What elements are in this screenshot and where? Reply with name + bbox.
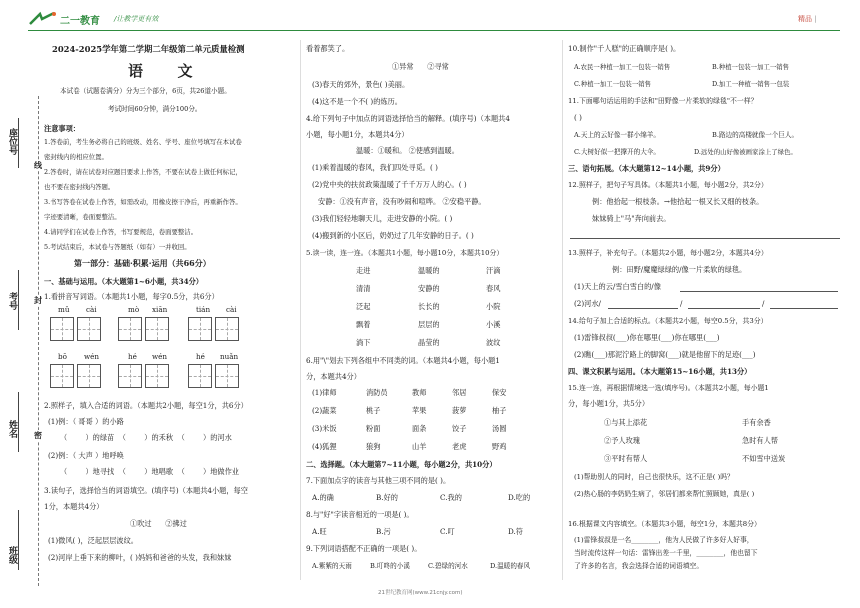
pinyin-7: bō bbox=[58, 352, 67, 361]
char-box[interactable] bbox=[50, 317, 74, 341]
mid-line-3: (4)这不是一个不( )的炼历。 bbox=[312, 97, 402, 106]
subject-title: 语 文 bbox=[128, 62, 201, 80]
q6-r2-c3[interactable]: 菠萝 bbox=[452, 406, 467, 415]
pinyin-4: xiān bbox=[152, 305, 168, 314]
q16-1-line-a: (1)雷锋叔叔是一名________，他为人民做了许多好人好事， bbox=[574, 536, 754, 544]
q5-text: 5.读一读，连一连。（本题共1小题，每小题10分，本题共10分） bbox=[306, 249, 504, 257]
exam-no-line bbox=[18, 270, 19, 330]
q4-3: (3)我们轻轻地聊天儿，走进安静的小院。( ) bbox=[312, 214, 453, 223]
char-box[interactable] bbox=[145, 317, 169, 341]
pinyin-11: hé bbox=[196, 352, 205, 361]
name-label: 姓名 bbox=[7, 420, 17, 438]
q10-opt-b[interactable]: B.种植一包装一加工一销售 bbox=[712, 63, 790, 71]
q8-opt-c[interactable]: C.叮 bbox=[440, 527, 455, 536]
section1-heading: 一、基础与运用。（本大题第1~6小题，共34分） bbox=[44, 277, 203, 286]
char-box[interactable] bbox=[118, 317, 142, 341]
q1-text: 1.看拼音写词语。（本题共1小题，每字0.5分，共6分） bbox=[44, 292, 219, 301]
q8-opt-d[interactable]: D.符 bbox=[508, 527, 523, 536]
q4-2: (2)党中央的扶贫政策温暖了千千万万人的心。( ) bbox=[312, 180, 467, 189]
char-box[interactable] bbox=[77, 317, 101, 341]
note-6: 字迹要清晰，卷面要整洁。 bbox=[44, 213, 121, 221]
q9-opt-b[interactable]: B.叮咚的小溪 bbox=[370, 562, 410, 570]
q15-left-0[interactable]: ①与其上添花 bbox=[604, 418, 648, 427]
q6-r2-c1[interactable]: 桃子 bbox=[366, 406, 381, 415]
logo-text: 二一教育 bbox=[60, 15, 100, 27]
q15-right-0[interactable]: 手有余香 bbox=[742, 418, 771, 427]
header-rule bbox=[28, 30, 840, 31]
slogan: /让教学更有效 bbox=[114, 15, 159, 23]
q9-opt-d[interactable]: D.温暖的春风 bbox=[490, 562, 531, 570]
q5-col1-4[interactable]: 淌下 bbox=[356, 338, 371, 347]
q6-text-2: 分，本题共4分） bbox=[306, 372, 361, 381]
q5-col2-2[interactable]: 长长的 bbox=[418, 302, 440, 311]
q11-opt-b[interactable]: B.路边的高楼就像一个巨人。 bbox=[712, 131, 799, 139]
q6-r4-c1[interactable]: 狼狗 bbox=[366, 442, 381, 451]
q13-1-line[interactable] bbox=[680, 291, 838, 292]
column-divider-2 bbox=[562, 40, 563, 580]
note-1: 1.答卷前，考生务必将自己的班级、姓名、学号、座位号填写在本试卷 bbox=[44, 138, 242, 146]
q2-1-blanks: （ ）的绿苗 （ ）的禾秋 （ ）的河水 bbox=[60, 433, 232, 442]
q13-2-line-1[interactable] bbox=[608, 308, 678, 309]
q5-col2-4[interactable]: 晶莹的 bbox=[418, 338, 440, 347]
q15-2: (2)热心肠的李奶奶生病了，邻居们都来帮忙照顾她，真是( ) bbox=[574, 490, 755, 498]
q6-r3-c3[interactable]: 饺子 bbox=[452, 424, 467, 433]
exam-info-1: 本试卷（试题卷满分）分为三个部分，6页，共26道小题。 bbox=[60, 87, 231, 95]
q6-r1-c0: (1)律师 bbox=[312, 388, 337, 397]
mid-options: ①异常 ②寻常 bbox=[392, 62, 449, 71]
class-label: 班级 bbox=[7, 546, 17, 564]
q14-2[interactable]: (2)瞧(___)那泥泞路上的脚窝(___)就是他留下的足迹(___) bbox=[574, 350, 756, 359]
q16-1-line-b: 当时流传这样一句话：雷锋出差一千里，________，他也留下 bbox=[574, 549, 758, 557]
seal-char-1: 线 bbox=[34, 160, 42, 170]
q6-r3-c0: (3)米饭 bbox=[312, 424, 337, 433]
q12-example: 例：他拾起一根枝条。→他拾起一根又长又细的枝条。 bbox=[592, 197, 764, 206]
q7-opt-a[interactable]: A.的确 bbox=[312, 493, 334, 502]
q15-right-1[interactable]: 急时有人帮 bbox=[742, 436, 778, 445]
q5-col3-3[interactable]: 小溪 bbox=[486, 320, 501, 329]
q8-opt-b[interactable]: B.污 bbox=[376, 527, 391, 536]
name-line bbox=[18, 392, 19, 452]
q8-text: 8.与"好"字读音相近的一项是( )。 bbox=[306, 510, 414, 519]
seat-no-line bbox=[18, 118, 19, 168]
seal-char-3: 密 bbox=[34, 430, 42, 440]
q5-col1-0[interactable]: 走进 bbox=[356, 266, 371, 275]
note-4: 也不要在密封线内答题。 bbox=[44, 183, 115, 191]
q5-col1-3[interactable]: 飘着 bbox=[356, 320, 371, 329]
exam-title: 2024-2025学年第二学期二年级第二单元质量检测 bbox=[52, 44, 245, 54]
q2-2-blanks: （ ）地寻找 （ ）地唱歌 （ ）地做作业 bbox=[60, 467, 239, 476]
pinyin-9: hé bbox=[128, 352, 137, 361]
q2-text: 2.照样子，填入合适的词语。（本题共2小题，每空1分，共6分） bbox=[44, 401, 248, 410]
q12-question: 妹妹骑上"马"奔向前去。 bbox=[592, 214, 671, 223]
q3-text-2: 1分，本题共4分） bbox=[44, 502, 104, 511]
q13-2-line-3[interactable] bbox=[770, 308, 838, 309]
q4-text: 4.给下列句子中加点的词语选择恰当的解释。(填序号)（本题共4 bbox=[306, 114, 510, 123]
section2-heading: 二、选择题。（本大题第7~11小题，每小题2分，共10分） bbox=[306, 460, 497, 469]
q2-2-example: (2)例：（ 大声 ）地呼唤 bbox=[48, 451, 124, 460]
q11-opt-a[interactable]: A.天上的云好像一群小绵羊。 bbox=[574, 131, 660, 139]
char-box[interactable] bbox=[118, 364, 142, 388]
q15-text: 15.连一连，再根据情境选一选(填序号)。（本题共2小题，每小题1 bbox=[568, 384, 769, 392]
q15-text-2: 分，每小题1分，共5分） bbox=[568, 399, 650, 408]
note-3: 2.答卷时，请在试卷对应题目要求上作答，不要在试卷上做任何标记， bbox=[44, 168, 242, 176]
note-8: 5.考试结束后，本试卷与答题纸（如有）一并收回。 bbox=[44, 243, 191, 251]
footer-source: 21世纪教育网(www.21cnjy.com) bbox=[378, 590, 463, 596]
note-7: 4.请同学们在试卷上作答，书写要规范，卷面要整洁。 bbox=[44, 228, 198, 236]
q6-r2-c4[interactable]: 柚子 bbox=[492, 406, 507, 415]
note-5: 3.书写答卷在试卷上作答，如需改动，用橡皮擦干净后，再重新作答。 bbox=[44, 198, 242, 206]
char-box[interactable] bbox=[215, 364, 239, 388]
q13-2-line-2[interactable] bbox=[688, 308, 760, 309]
q4-options: 温暖：①暖和。 ②使感到温暖。 bbox=[356, 146, 459, 155]
q12-text: 12.照样子，把句子写具体。（本题共1小题，每小题2分，共2分） bbox=[568, 181, 768, 189]
mid-line-2: (3)春天的郊外，景色( )美丽。 bbox=[312, 80, 410, 89]
q13-2-slash-2: / bbox=[762, 299, 765, 308]
q5-col2-0[interactable]: 温暖的 bbox=[418, 266, 440, 275]
pinyin-8: wén bbox=[84, 352, 100, 361]
q10-opt-d[interactable]: D.加工一种植一销售一包装 bbox=[712, 80, 790, 88]
q15-left-1[interactable]: ②予人玫瑰 bbox=[604, 436, 640, 445]
section4-heading: 四、课文积累与运用。（本大题第15~16小题，共13分） bbox=[568, 367, 752, 376]
class-line bbox=[18, 510, 19, 570]
q7-opt-d[interactable]: D.吃的 bbox=[508, 493, 531, 502]
q14-1[interactable]: (1)雷锋叔叔(___)你在哪里(___)你在哪里(___) bbox=[574, 333, 720, 342]
q11-opt-d[interactable]: D.远处的山好像被画家涂上了绿色。 bbox=[694, 148, 797, 156]
q6-r1-c1[interactable]: 消防员 bbox=[366, 388, 388, 397]
notes-heading: 注意事项： bbox=[44, 124, 80, 133]
char-box[interactable] bbox=[215, 317, 239, 341]
q3-1: (1)微风( )，泛起层层波纹。 bbox=[48, 536, 138, 545]
q5-col3-0[interactable]: 汗滴 bbox=[486, 266, 501, 275]
q4-1: (1)乘着温暖的春风，我们四处寻觅。( ) bbox=[312, 163, 438, 172]
q6-r1-c4[interactable]: 保安 bbox=[492, 388, 507, 397]
q7-opt-c[interactable]: C.我的 bbox=[440, 493, 462, 502]
q8-opt-a[interactable]: A.旺 bbox=[312, 527, 327, 536]
char-box[interactable] bbox=[77, 364, 101, 388]
q6-r1-c2[interactable]: 教师 bbox=[412, 388, 427, 397]
quality-badge: 精品 | bbox=[798, 15, 817, 23]
q13-example: 例：田野/魔魔绿绿的/像一片柔软的绿毯。 bbox=[612, 265, 747, 274]
pinyin-6: cài bbox=[226, 305, 237, 314]
q6-r3-c2[interactable]: 面条 bbox=[412, 424, 427, 433]
q5-col3-2[interactable]: 小院 bbox=[486, 302, 501, 311]
q3-options: ①吹过 ②拂过 bbox=[130, 519, 187, 528]
pinyin-12: nuǎn bbox=[220, 352, 239, 361]
column-divider-1 bbox=[300, 40, 301, 580]
q9-text: 9.下列词语搭配不正确的一项是( )。 bbox=[306, 544, 422, 553]
q11-answer[interactable]: ( ) bbox=[574, 113, 582, 122]
q15-1: (1)帮助别人的同时，自己也很快乐，这不正是( )吗？ bbox=[574, 473, 734, 481]
q6-r2-c2[interactable]: 苹果 bbox=[412, 406, 427, 415]
q6-r3-c1[interactable]: 粉面 bbox=[366, 424, 381, 433]
q9-opt-a[interactable]: A.紫紫的天雨 bbox=[312, 562, 352, 570]
q13-2: (2)河水/ bbox=[574, 299, 601, 308]
q7-opt-b[interactable]: B.好的 bbox=[376, 493, 398, 502]
q13-1: (1)天上的云/雪白雪白的/像 bbox=[574, 282, 661, 291]
q10-opt-a[interactable]: A.农民一种植一加工一包装一销售 bbox=[574, 63, 671, 71]
seal-char-2: 封 bbox=[34, 295, 42, 305]
pinyin-10: wén bbox=[152, 352, 168, 361]
q6-r4-c3[interactable]: 老虎 bbox=[452, 442, 467, 451]
q5-col2-1[interactable]: 安静的 bbox=[418, 284, 440, 293]
q6-r3-c4[interactable]: 汤圆 bbox=[492, 424, 507, 433]
q3-2: (2)河岸上垂下来的柳叶，( )妈妈和爸爸的头发，我和妹妹 bbox=[48, 553, 232, 562]
mid-line-1: 看着都笑了。 bbox=[306, 44, 350, 53]
q4-options-2: 安静：①没有声音，没有吵闹和喧哗。 ②安稳平静。 bbox=[318, 197, 486, 206]
q14-text: 14.给句子加上合适的标点。（本题共2小题，每空0.5分，共3分） bbox=[568, 317, 768, 325]
q10-text: 10.制作"千人糕"的正确顺序是( )。 bbox=[568, 44, 681, 53]
q6-r1-c3[interactable]: 邻居 bbox=[452, 388, 467, 397]
char-box[interactable] bbox=[145, 364, 169, 388]
q16-text: 16.根据课文内容填空。（本题共3小题，每空1分，本题共8分） bbox=[568, 520, 761, 528]
q6-r4-c4[interactable]: 野鸡 bbox=[492, 442, 507, 451]
q13-2-slash: / bbox=[680, 299, 683, 308]
q15-right-2[interactable]: 不如雪中送炭 bbox=[742, 454, 786, 463]
q6-text: 6.用"\"划去下列各组中不同类的词。（本题共4小题，每小题1 bbox=[306, 356, 500, 365]
q5-col3-4[interactable]: 波纹 bbox=[486, 338, 501, 347]
section3-heading: 三、语句拓展。（本大题第12~14小题，共9分） bbox=[568, 164, 725, 173]
q5-col2-3[interactable]: 层层的 bbox=[418, 320, 440, 329]
pinyin-3: mò bbox=[128, 305, 140, 314]
q2-1-example: (1)例：（ 哥哥 ）的小路 bbox=[48, 417, 124, 426]
seat-no-label: 座位号 bbox=[7, 128, 17, 155]
q12-answer-line[interactable] bbox=[570, 238, 840, 239]
q16-1-line-c: 了许多的名言，我会选择合适的词语填空。 bbox=[574, 562, 704, 570]
logo-icon bbox=[28, 11, 58, 27]
q10-opt-c[interactable]: C.种植一加工一包装一销售 bbox=[574, 80, 651, 88]
exam-info-2: 考试时间60分钟，满分100分。 bbox=[108, 105, 202, 113]
q5-col3-1[interactable]: 春风 bbox=[486, 284, 501, 293]
q11-text: 11.下面哪句话运用的手法和"田野像一片柔软的绿毯"不一样？ bbox=[568, 97, 758, 105]
pinyin-5: tián bbox=[196, 305, 211, 314]
note-2: 密封线内的相应位置。 bbox=[44, 153, 108, 161]
q6-r4-c0: (4)狐狸 bbox=[312, 442, 337, 451]
q7-text: 7.下面加点字的读音与其他三项不同的是( )。 bbox=[306, 476, 451, 485]
q6-r2-c0: (2)蔬菜 bbox=[312, 406, 337, 415]
quality-badge-label: 精品 bbox=[798, 15, 812, 23]
q6-r4-c2[interactable]: 山羊 bbox=[412, 442, 427, 451]
q4-4: (4)搬到新的小区后，奶奶过了几年安静的日子。( ) bbox=[312, 231, 474, 240]
char-box[interactable] bbox=[188, 364, 212, 388]
exam-no-label: 考号 bbox=[7, 292, 17, 310]
q15-left-2[interactable]: ③平时有帮人 bbox=[604, 454, 648, 463]
q9-opt-c[interactable]: C.碧绿的河水 bbox=[428, 562, 468, 570]
q4-text-2: 小题，每小题1分，本题共4分） bbox=[306, 130, 409, 139]
q11-opt-c[interactable]: C.大树好似一把撑开的大伞。 bbox=[574, 148, 661, 156]
q5-col1-2[interactable]: 泛起 bbox=[356, 302, 371, 311]
part1-heading: 第一部分：基础·积累·运用（共66分） bbox=[74, 258, 211, 268]
pinyin-2: cài bbox=[86, 305, 97, 314]
char-box[interactable] bbox=[188, 317, 212, 341]
header-logo bbox=[28, 10, 158, 28]
q13-text: 13.照样子，补充句子。（本题共2小题，每小题2分，本题共4分） bbox=[568, 249, 768, 257]
q5-col1-1[interactable]: 清清 bbox=[356, 284, 371, 293]
char-box[interactable] bbox=[50, 364, 74, 388]
pinyin-1: mǔ bbox=[58, 305, 70, 314]
q3-text: 3.读句子，选择恰当的词语填空。(填序号)（本题共4小题，每空 bbox=[44, 486, 248, 495]
